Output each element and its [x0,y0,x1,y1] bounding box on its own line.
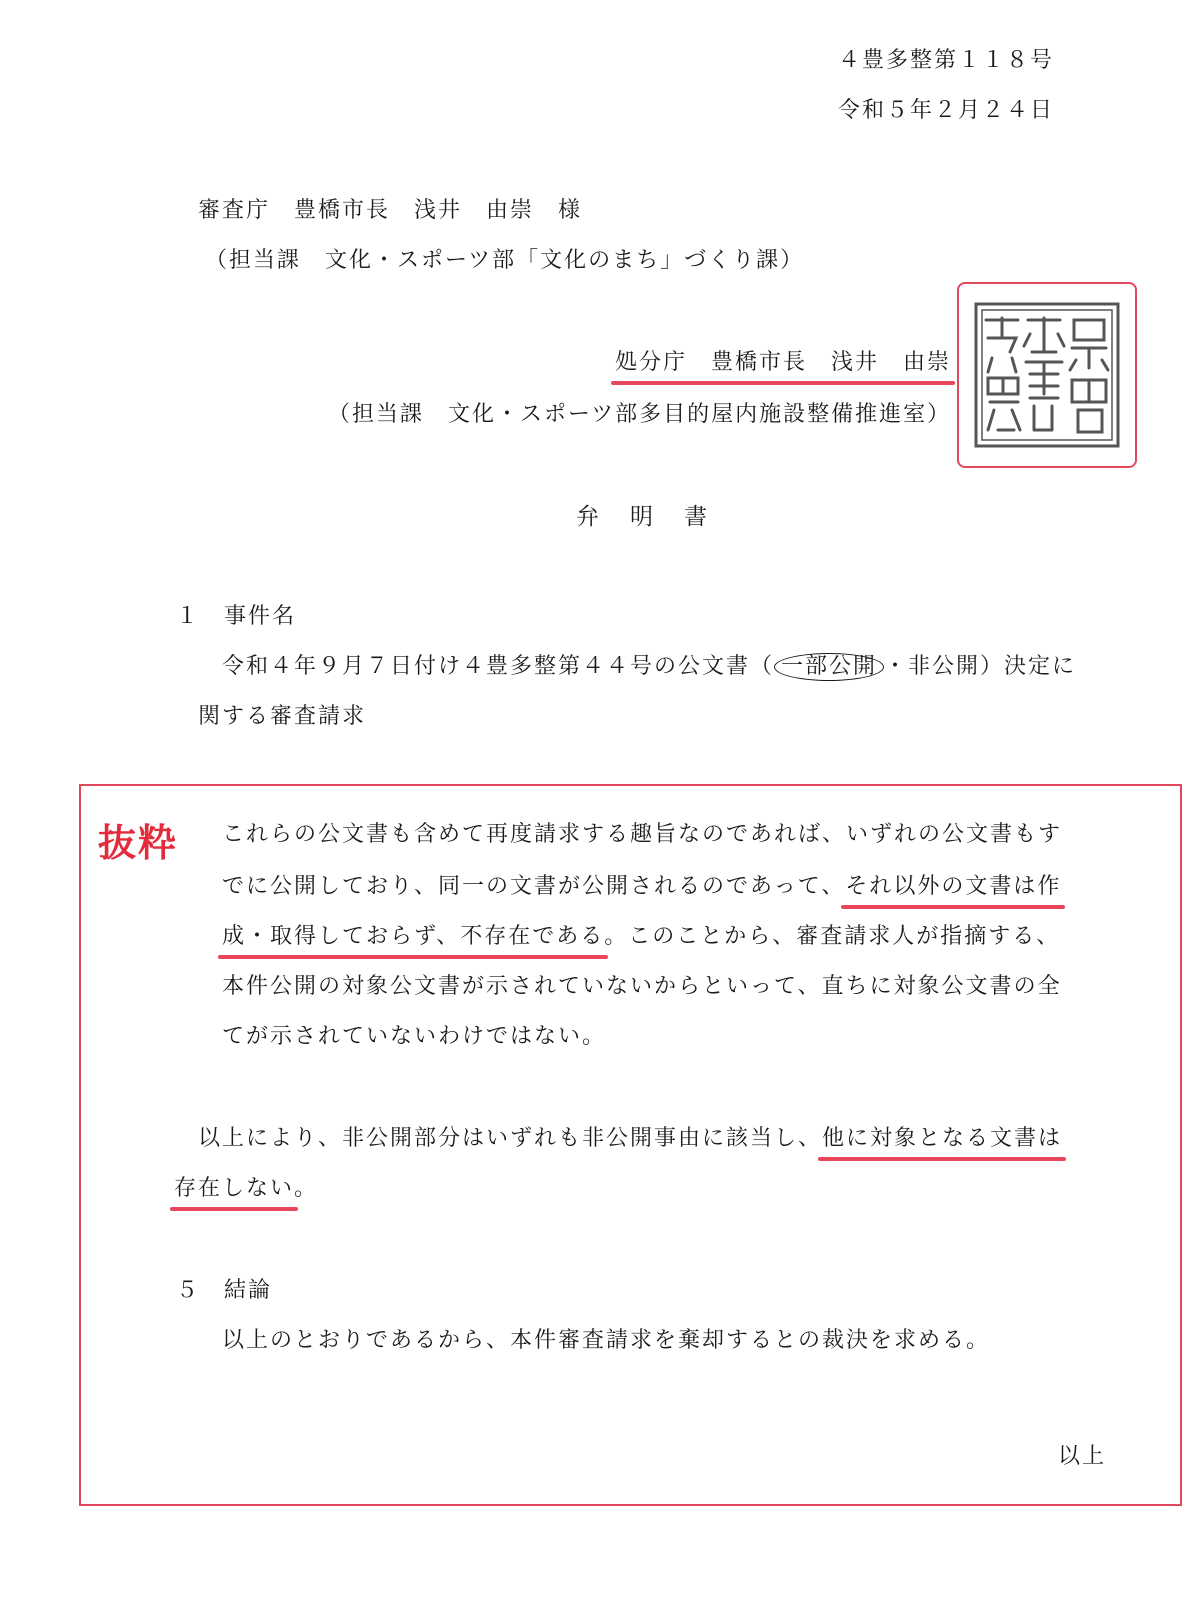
official-seal-icon [972,300,1122,450]
section-1-body-line2: 関する審査請求 [198,704,367,729]
circled-option: 一部公開 [774,653,884,681]
highlight-no-other-docs-start: 他に対象となる文書は [822,1124,1062,1154]
sender-department: （担当課 文化・スポーツ部多目的屋内施設整備推進室） [328,402,952,427]
document-date: 令和５年２月２４日 [838,98,1055,123]
section-5-heading: ５ 結論 [176,1278,273,1303]
highlight-nonexistent-start: それ以外の文書は作 [845,872,1061,902]
section-5-body: 以上のとおりであるから、本件審査請求を棄却するとの裁決を求める。 [222,1328,991,1353]
section-1-body [222,652,1076,682]
highlight-no-other-docs-end: 存在しない [174,1174,294,1204]
excerpt-p2-line2-text: 。 [294,1176,319,1201]
excerpt-p1-line3-text: 。このことから、審査請求人が指摘する、 [604,924,1061,949]
addressee-department: （担当課 文化・スポーツ部「文化のまち」づくり課） [205,248,805,273]
section-1-body-pre: 令和４年９月７日付け４豊多整第４４号の公文書（ [222,654,775,679]
excerpt-p2-line2 [174,1174,318,1204]
excerpt-p2-line1-text: 以上により、非公開部分はいずれも非公開事由に該当し、 [198,1126,823,1151]
excerpt-p1-line4: 本件公開の対象公文書が示されていないからといって、直ちに対象公文書の全 [222,974,1062,999]
excerpt-p2-line1 [198,1124,1062,1154]
section-1-heading: １ 事件名 [176,604,297,629]
document-title: 弁 明 書 [576,504,711,530]
excerpt-p1-line3 [222,922,1060,952]
excerpt-p1-line1: これらの公文書も含めて再度請求する趣旨なのであれば、いずれの公文書もす [222,822,1063,847]
document-number: ４豊多整第１１８号 [838,48,1055,73]
closing-mark: 以上 [1058,1444,1107,1469]
highlight-nonexistent-end: 成・取得しておらず、不存在である [222,922,604,952]
excerpt-p1-line5: てが示されていないわけではない。 [222,1024,607,1049]
sender-name-highlight: 処分庁 豊橋市長 浅井 由崇 [615,348,951,378]
sender-name [615,348,951,378]
excerpt-p1-line2-text: でに公開しており、同一の文書が公開されるのであって、 [222,874,846,899]
excerpt-badge: 抜粋 [98,821,179,865]
section-1-body-post: ・非公開）決定に [884,654,1077,679]
excerpt-p1-line2 [222,872,1061,902]
addressee-line: 審査庁 豊橋市長 浅井 由崇 様 [198,198,583,223]
